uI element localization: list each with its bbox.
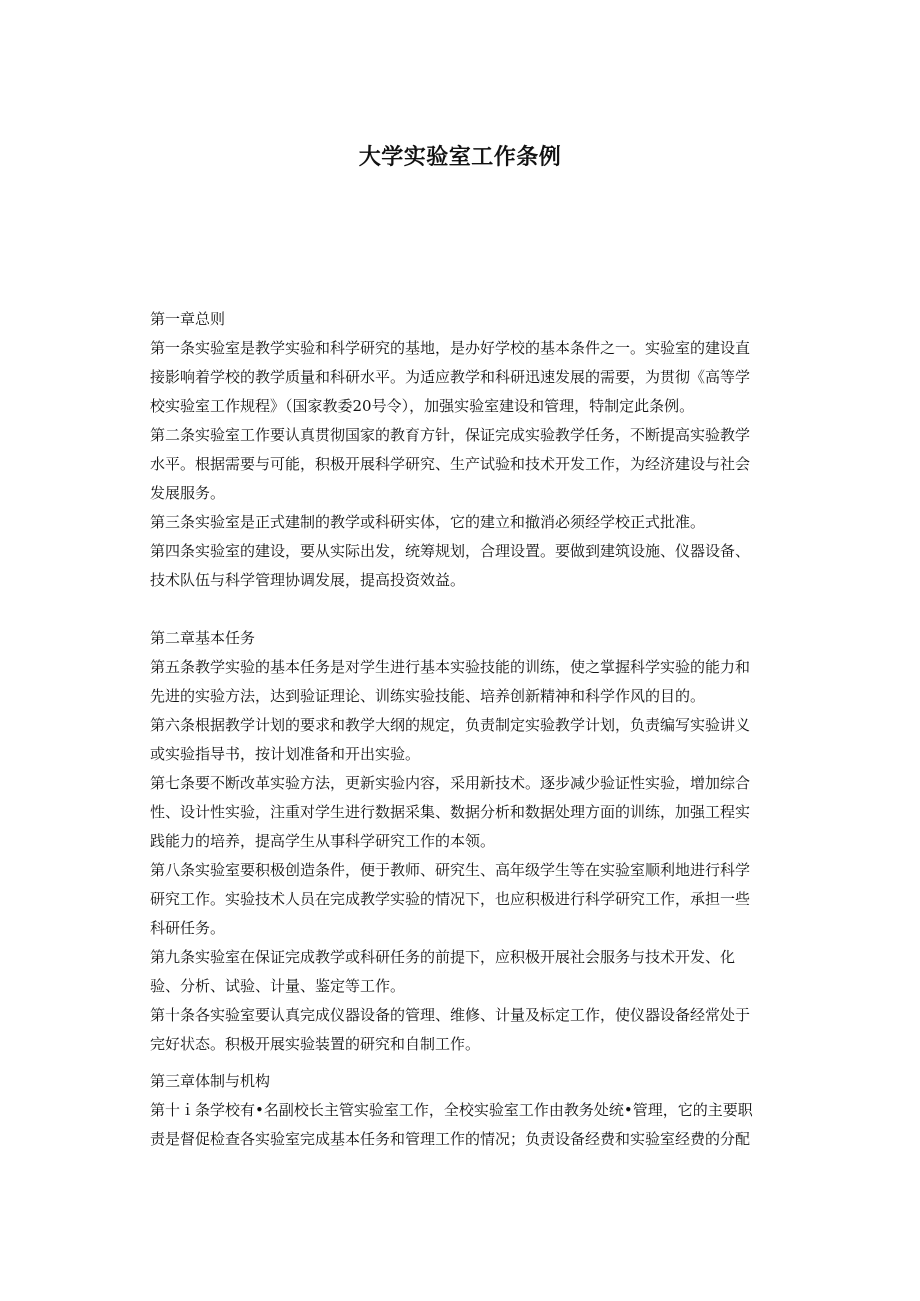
paragraph-line: 完好状态。积极开展实验装置的研究和自制工作。 (150, 1035, 481, 1053)
paragraph-line: 践能力的培养，提高学生从事科学研究工作的本领。 (150, 832, 496, 850)
paragraph-line: 第四条实验室的建设，要从实际出发，统筹规划，合理设置。要做到建筑设施、仪器设备、 (150, 542, 751, 560)
paragraph-line: 验、分析、试验、计量、鉴定等工作。 (150, 977, 406, 995)
paragraph-line: 第三条实验室是正式建制的教学或科研实体，它的建立和撤消必须经学校正式批准。 (150, 513, 706, 531)
chapter-heading: 第一章总则 (150, 310, 226, 328)
paragraph-line: 第七条要不断改革实验方法，更新实验内容，采用新技术。逐步减少验证性实验，增加综合 (150, 774, 751, 792)
paragraph-line: 技术队伍与科学管理协调发展，提高投资效益。 (150, 571, 466, 589)
paragraph-line: 或实验指导书，按计划准备和开出实验。 (150, 745, 421, 763)
paragraph-line: 水平。根据需要与可能，积极开展科学研究、生产试验和技术开发工作，为经济建设与社会 (150, 455, 751, 473)
paragraph-line: 第八条实验室要积极创造条件，便于教师、研究生、高年级学生等在实验室顺利地进行科学 (150, 861, 751, 879)
paragraph-line: 先进的实验方法，达到验证理论、训练实验技能、培养创新精神和科学作风的目的。 (150, 687, 706, 705)
paragraph-line: 发展服务。 (150, 484, 226, 502)
paragraph-line: 第九条实验室在保证完成教学或科研任务的前提下，应积极开展社会服务与技术开发、化 (150, 948, 736, 966)
paragraph-line: 第一条实验室是教学实验和科学研究的基地，是办好学校的基本条件之一。实验室的建设直 (150, 339, 751, 357)
paragraph-line: 性、设计性实验，注重对学生进行数据采集、数据分析和数据处理方面的训练，加强工程实 (150, 803, 751, 821)
chapter-heading: 第三章体制与机构 (150, 1072, 271, 1090)
paragraph-line: 第二条实验室工作要认真贯彻国家的教育方针，保证完成实验教学任务，不断提高实验教学 (150, 426, 751, 444)
paragraph-line: 研究工作。实验技术人员在完成教学实验的情况下，也应积极进行科学研究工作，承担一些 (150, 890, 751, 908)
paragraph-line: 责是督促检查各实验室完成基本任务和管理工作的情况；负责设备经费和实验室经费的分配 (150, 1130, 751, 1148)
paragraph-line: 校实验室工作规程》（国家教委20号令），加强实验室建设和管理，特制定此条例。 (150, 397, 695, 415)
page-title: 大学实验室工作条例 (358, 145, 562, 170)
paragraph-line: 科研任务。 (150, 919, 226, 937)
section-spacer (150, 1059, 772, 1067)
paragraph-line: 接影响着学校的教学质量和科研水平。为适应教学和科研迅速发展的需要，为贯彻《高等学 (150, 368, 751, 386)
document-body (150, 305, 772, 1154)
chapter-heading: 第二章基本任务 (150, 629, 256, 647)
paragraph-line: 第十ｉ条学校有•名副校长主管实验室工作，全校实验室工作由教务处统•管理，它的主要职 (150, 1101, 753, 1119)
paragraph-line: 第五条教学实验的基本任务是对学生进行基本实验技能的训练，使之掌握科学实验的能力和 (150, 658, 751, 676)
paragraph-line: 第十条各实验室要认真完成仪器设备的管理、维修、计量及标定工作，使仪器设备经常处于 (150, 1006, 751, 1024)
section-spacer (150, 595, 772, 624)
paragraph-line: 第六条根据教学计划的要求和教学大纲的规定，负责制定实验教学计划，负责编写实验讲义 (150, 716, 751, 734)
